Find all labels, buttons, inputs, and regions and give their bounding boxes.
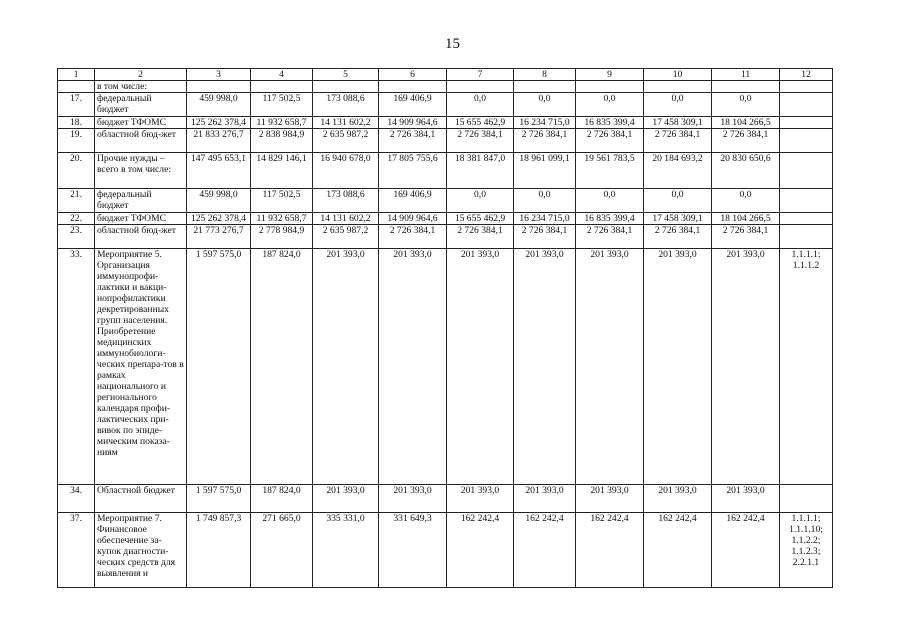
column-header: 8 xyxy=(514,69,576,81)
value-cell: 18 961 099,1 xyxy=(514,153,576,189)
value-cell: 0,0 xyxy=(447,189,514,213)
value-cell: 14 909 964,6 xyxy=(379,213,447,225)
row-label-cell: в том числе: xyxy=(95,81,187,93)
value-cell: 201 393,0 xyxy=(447,249,514,485)
value-cell: 2 726 384,1 xyxy=(379,225,447,249)
value-cell: 0,0 xyxy=(644,189,712,213)
value-cell: 201 393,0 xyxy=(379,485,447,513)
table-row xyxy=(58,129,833,153)
value-cell: 147 495 653,1 xyxy=(187,153,251,189)
value-cell: 117 502,5 xyxy=(251,189,313,213)
value-cell: 201 393,0 xyxy=(712,249,780,485)
value-cell: 201 393,0 xyxy=(379,249,447,485)
row-number-cell: 19. xyxy=(58,129,95,153)
value-cell: 17 805 755,6 xyxy=(379,153,447,189)
value-cell: 0,0 xyxy=(712,93,780,117)
column-header: 1 xyxy=(58,69,95,81)
value-cell: 14 131 602,2 xyxy=(313,213,379,225)
value-cell: 173 088,6 xyxy=(313,93,379,117)
value-cell: 125 262 378,4 xyxy=(187,213,251,225)
value-cell: 16 234 715,0 xyxy=(514,213,576,225)
value-cell: 2 838 984,9 xyxy=(251,129,313,153)
indicator-code-cell: 1.1.1.1; 1.1.1.2 xyxy=(780,249,833,485)
value-cell: 1 597 575,0 xyxy=(187,485,251,513)
value-cell: 18 381 847,0 xyxy=(447,153,514,189)
value-cell: 1 749 857,3 xyxy=(187,513,251,588)
table-row xyxy=(58,93,833,117)
value-cell: 21 833 276,7 xyxy=(187,129,251,153)
value-cell xyxy=(313,81,379,93)
indicator-code-cell xyxy=(780,485,833,513)
column-header: 9 xyxy=(576,69,644,81)
indicator-code-cell xyxy=(780,129,833,153)
table-row xyxy=(58,213,833,225)
table-row xyxy=(58,513,833,588)
table-row xyxy=(58,189,833,213)
value-cell: 0,0 xyxy=(576,189,644,213)
value-cell: 14 909 964,6 xyxy=(379,117,447,129)
column-header: 10 xyxy=(644,69,712,81)
table-row xyxy=(58,249,833,485)
row-label-cell: бюджет ТФОМС xyxy=(95,213,187,225)
value-cell: 2 726 384,1 xyxy=(576,225,644,249)
row-label-cell: областной бюд-жет xyxy=(95,225,187,249)
budget-table xyxy=(57,68,833,588)
value-cell: 11 932 658,7 xyxy=(251,117,313,129)
value-cell: 2 726 384,1 xyxy=(576,129,644,153)
column-header: 6 xyxy=(379,69,447,81)
row-label-cell: Мероприятие 7. Финансовое обеспечение за-купок диагности-ческих средств для выявления и xyxy=(95,513,187,588)
value-cell: 162 242,4 xyxy=(447,513,514,588)
value-cell: 335 331,0 xyxy=(313,513,379,588)
table-header-row xyxy=(58,69,833,81)
value-cell: 0,0 xyxy=(644,93,712,117)
value-cell: 201 393,0 xyxy=(644,485,712,513)
column-header: 3 xyxy=(187,69,251,81)
value-cell: 271 665,0 xyxy=(251,513,313,588)
value-cell: 459 998,0 xyxy=(187,189,251,213)
value-cell: 14 829 146,1 xyxy=(251,153,313,189)
value-cell: 0,0 xyxy=(514,189,576,213)
value-cell xyxy=(379,81,447,93)
value-cell xyxy=(712,81,780,93)
value-cell: 201 393,0 xyxy=(644,249,712,485)
indicator-code-cell xyxy=(780,81,833,93)
value-cell xyxy=(644,81,712,93)
indicator-code-cell xyxy=(780,225,833,249)
row-number-cell: 18. xyxy=(58,117,95,129)
value-cell: 20 830 650,6 xyxy=(712,153,780,189)
value-cell: 201 393,0 xyxy=(576,485,644,513)
value-cell: 459 998,0 xyxy=(187,93,251,117)
value-cell: 117 502,5 xyxy=(251,93,313,117)
row-number-cell: 34. xyxy=(58,485,95,513)
value-cell: 201 393,0 xyxy=(514,249,576,485)
value-cell: 21 773 276,7 xyxy=(187,225,251,249)
value-cell: 16 835 399,4 xyxy=(576,213,644,225)
value-cell: 125 262 378,4 xyxy=(187,117,251,129)
value-cell: 11 932 658,7 xyxy=(251,213,313,225)
value-cell: 2 726 384,1 xyxy=(379,129,447,153)
indicator-code-cell xyxy=(780,117,833,129)
value-cell: 2 726 384,1 xyxy=(514,225,576,249)
value-cell: 187 824,0 xyxy=(251,485,313,513)
value-cell: 173 088,6 xyxy=(313,189,379,213)
row-number-cell: 33. xyxy=(58,249,95,485)
value-cell: 2 726 384,1 xyxy=(514,129,576,153)
value-cell xyxy=(576,81,644,93)
row-number-cell: 20. xyxy=(58,153,95,189)
value-cell: 162 242,4 xyxy=(576,513,644,588)
page-number: 15 xyxy=(445,36,460,52)
value-cell: 2 726 384,1 xyxy=(712,225,780,249)
value-cell: 2 635 987,2 xyxy=(313,225,379,249)
row-label-cell: федеральный бюджет xyxy=(95,189,187,213)
row-number-cell: 22. xyxy=(58,213,95,225)
value-cell xyxy=(514,81,576,93)
row-label-cell: Областной бюджет xyxy=(95,485,187,513)
indicator-code-cell xyxy=(780,153,833,189)
value-cell: 162 242,4 xyxy=(644,513,712,588)
value-cell: 201 393,0 xyxy=(313,249,379,485)
indicator-code-cell: 1.1.1.1; 1.1.1.10; 1.1.2.2; 1.1.2.3; 2.2.1.1 xyxy=(780,513,833,588)
value-cell: 17 458 309,1 xyxy=(644,213,712,225)
row-label-cell: областной бюд-жет xyxy=(95,129,187,153)
value-cell: 14 131 602,2 xyxy=(313,117,379,129)
value-cell: 2 726 384,1 xyxy=(447,225,514,249)
row-number-cell: 21. xyxy=(58,189,95,213)
table-row xyxy=(58,485,833,513)
table-row xyxy=(58,153,833,189)
value-cell: 16 940 678,0 xyxy=(313,153,379,189)
row-number-cell: 37. xyxy=(58,513,95,588)
indicator-code-cell xyxy=(780,213,833,225)
row-number-cell: 17. xyxy=(58,93,95,117)
value-cell: 201 393,0 xyxy=(447,485,514,513)
value-cell: 0,0 xyxy=(576,93,644,117)
column-header: 5 xyxy=(313,69,379,81)
value-cell xyxy=(251,81,313,93)
value-cell: 2 726 384,1 xyxy=(644,225,712,249)
row-label-cell: бюджет ТФОМС xyxy=(95,117,187,129)
value-cell xyxy=(447,81,514,93)
value-cell: 162 242,4 xyxy=(712,513,780,588)
value-cell: 201 393,0 xyxy=(514,485,576,513)
table-row xyxy=(58,81,833,93)
value-cell: 19 561 783,5 xyxy=(576,153,644,189)
value-cell: 331 649,3 xyxy=(379,513,447,588)
column-header: 12 xyxy=(780,69,833,81)
value-cell: 16 835 399,4 xyxy=(576,117,644,129)
column-header: 4 xyxy=(251,69,313,81)
value-cell: 2 726 384,1 xyxy=(447,129,514,153)
value-cell: 169 406,9 xyxy=(379,93,447,117)
row-label-cell: федеральный бюджет xyxy=(95,93,187,117)
indicator-code-cell xyxy=(780,93,833,117)
value-cell: 1 597 575,0 xyxy=(187,249,251,485)
indicator-code-cell xyxy=(780,189,833,213)
value-cell: 2 726 384,1 xyxy=(712,129,780,153)
column-header: 7 xyxy=(447,69,514,81)
column-header: 2 xyxy=(95,69,187,81)
value-cell: 2 726 384,1 xyxy=(644,129,712,153)
value-cell: 18 104 266,5 xyxy=(712,117,780,129)
value-cell: 201 393,0 xyxy=(313,485,379,513)
value-cell: 20 184 693,2 xyxy=(644,153,712,189)
column-header: 11 xyxy=(712,69,780,81)
value-cell: 16 234 715,0 xyxy=(514,117,576,129)
value-cell: 18 104 266,5 xyxy=(712,213,780,225)
value-cell: 15 655 462,9 xyxy=(447,117,514,129)
value-cell: 169 406,9 xyxy=(379,189,447,213)
row-number-cell xyxy=(58,81,95,93)
value-cell: 2 635 987,2 xyxy=(313,129,379,153)
row-number-cell: 23. xyxy=(58,225,95,249)
value-cell: 2 778 984,9 xyxy=(251,225,313,249)
value-cell: 0,0 xyxy=(712,189,780,213)
table-row xyxy=(58,225,833,249)
value-cell xyxy=(187,81,251,93)
value-cell: 17 458 309,1 xyxy=(644,117,712,129)
value-cell: 201 393,0 xyxy=(576,249,644,485)
value-cell: 0,0 xyxy=(447,93,514,117)
row-label-cell: Мероприятие 5. Организация иммунопрофи-лактики и вакци-нопрофилактики декретированных групп населения. Приобретение медицинских иммунобиологи-ческих препара-тов в рамках национального и регионального календаря профи-лактических при-вивок по эпиде-мическим показа-ниям xyxy=(95,249,187,485)
table-row xyxy=(58,117,833,129)
value-cell: 201 393,0 xyxy=(712,485,780,513)
value-cell: 15 655 462,9 xyxy=(447,213,514,225)
value-cell: 0,0 xyxy=(514,93,576,117)
row-label-cell: Прочие нужды – всего в том числе: xyxy=(95,153,187,189)
value-cell: 162 242,4 xyxy=(514,513,576,588)
value-cell: 187 824,0 xyxy=(251,249,313,485)
